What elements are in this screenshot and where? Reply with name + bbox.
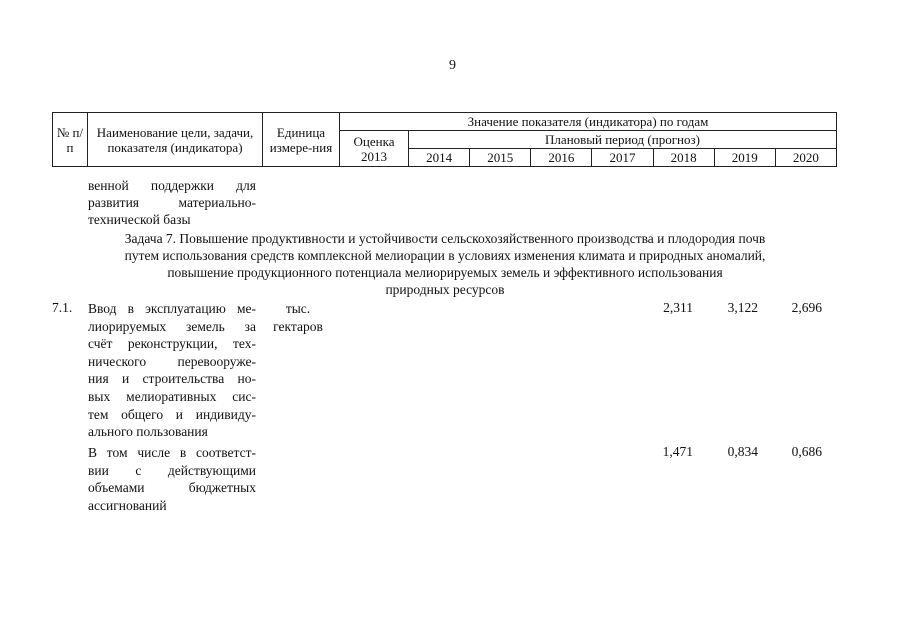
text-line: технической базы <box>88 212 191 227</box>
header-year: 2017 <box>592 149 653 167</box>
text-line: повышение продукционного потенциала мелиорируемых земель и эффективного использования <box>167 265 723 280</box>
text-line: объемами бюджетных <box>88 480 256 496</box>
value-2018: 2,311 <box>663 300 693 315</box>
indicator-unit <box>268 300 328 335</box>
continued-row-text <box>88 177 256 228</box>
value-2019: 3,122 <box>727 300 758 315</box>
sub-indicator-name <box>88 444 256 514</box>
header-year: 2014 <box>409 149 470 167</box>
text-line: гектаров <box>273 318 323 334</box>
sub-value-2018: 1,471 <box>662 444 693 459</box>
text-line: природных ресурсов <box>385 282 505 297</box>
text-line: тыс. <box>285 301 311 316</box>
sub-value-2019: 0,834 <box>727 444 758 459</box>
page-number: 9 <box>449 58 456 73</box>
header-year: 2015 <box>470 149 531 167</box>
text-line: тем общего и индивиду- <box>88 406 256 422</box>
text-line: ния и строительства но- <box>88 371 256 387</box>
text-line: венной поддержки для <box>88 178 256 193</box>
header-year: 2020 <box>775 149 836 167</box>
text-line: лиорируемых земель за <box>88 318 256 334</box>
text-line: В том числе в соответст- <box>88 445 256 460</box>
header-planned-period: Плановый период (прогноз) <box>409 131 837 149</box>
header-estimate: Оценка 2013 <box>340 131 409 167</box>
header-year: 2018 <box>653 149 714 167</box>
text-line: Задача 7. Повышение продуктивности и устойчивости сельскохозяйственного производства и плодородия почв <box>124 231 766 246</box>
text-line: счёт реконструкции, тех- <box>88 336 256 352</box>
text-line: ального пользования <box>88 424 208 440</box>
header-name: Наименование цели, задачи, показателя (индикатора) <box>88 113 263 167</box>
header-year: 2016 <box>531 149 592 167</box>
indicator-name <box>88 300 256 441</box>
header-number: № п/п <box>53 113 88 167</box>
text-line: нического перевооруже- <box>88 353 256 369</box>
value-2020: 2,696 <box>791 300 822 315</box>
text-line: развития материально- <box>88 195 256 210</box>
text-line: вии с действующими <box>88 462 256 478</box>
task-heading <box>60 230 830 298</box>
row-number: 7.1. <box>52 300 73 315</box>
header-unit: Единица измере-ния <box>263 113 340 167</box>
text-line: Ввод в эксплуатацию ме- <box>88 301 256 316</box>
header-values-group: Значение показателя (индикатора) по годам <box>340 113 837 131</box>
indicator-table-header <box>52 112 837 167</box>
text-line: путем использования средств комплексной мелиорации в условиях изменения климата и природных аномалий, <box>124 248 766 263</box>
sub-value-2020: 0,686 <box>791 444 822 459</box>
header-year: 2019 <box>714 149 775 167</box>
text-line: вых мелиоративных сис- <box>88 388 256 404</box>
text-line: ассигнований <box>88 497 167 513</box>
